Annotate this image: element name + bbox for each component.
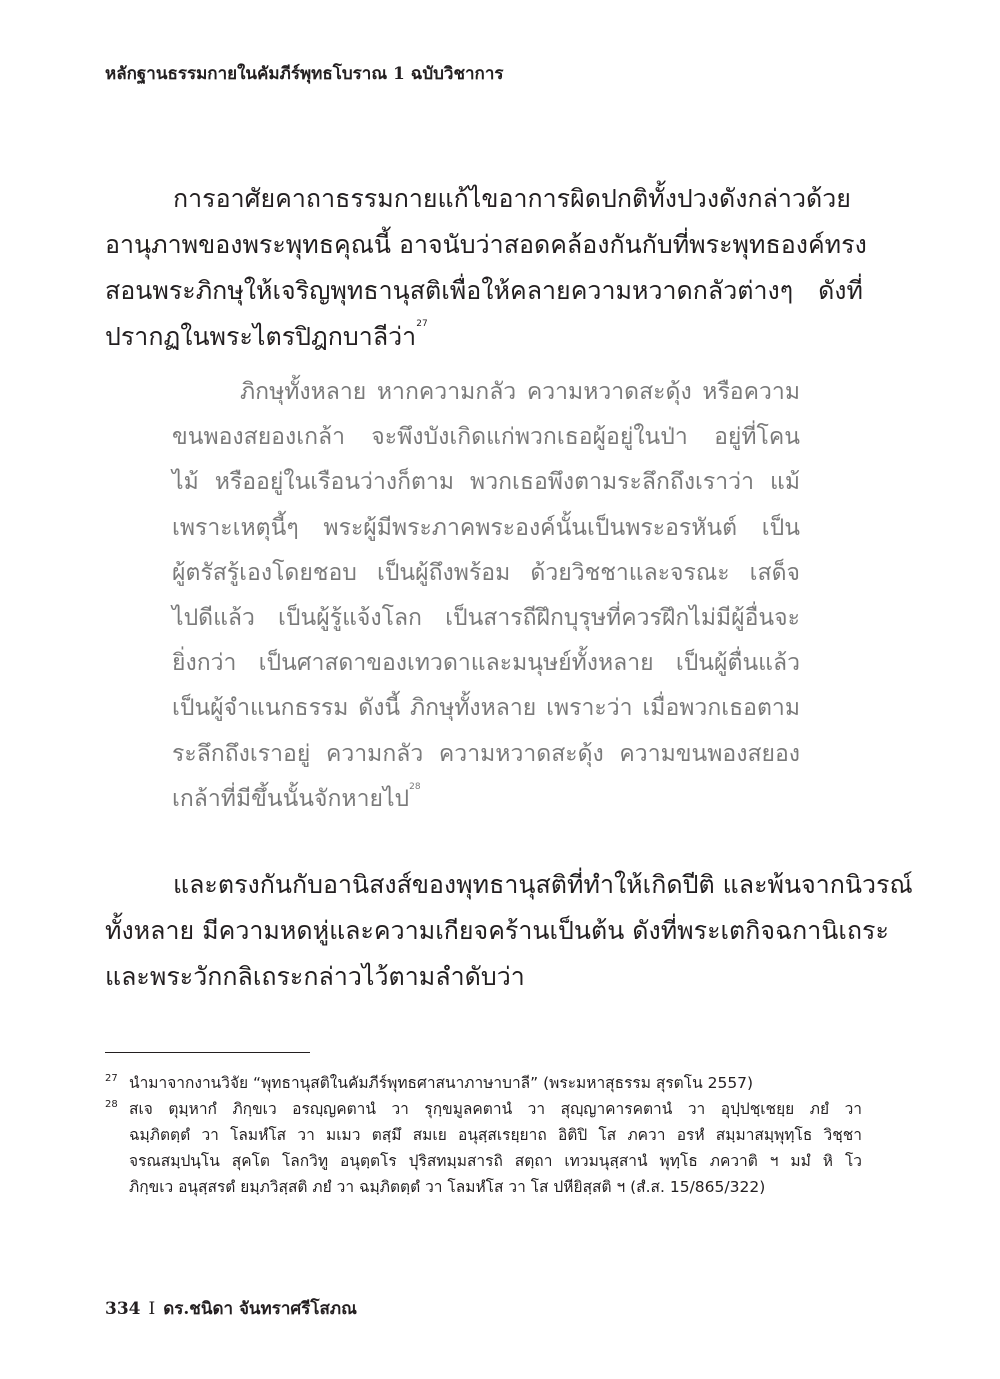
footnote-divider [105,1052,310,1053]
quote-line-3: ไม้ หรืออยู่ในเรือนว่างก็ตาม พวกเธอพึงตามระลึกถึงเราว่า แม้ [172,469,800,496]
footnote-27-line-1: นำมาจากงานวิจัย “พุทธานุสติในคัมภีร์พุทธศาสนาภาษาบาลี” (พระมหาสุธรรม สุรตโน 2557) [129,1074,754,1092]
running-header: หลักฐานธรรมกายในคัมภีร์พุทธโบราณ 1 ฉบับวิชาการ [105,64,504,84]
footnote-28-line-3: จรณสมฺปนฺโน สุคโต โลกวิทู อนุตฺตโร ปุริสทมฺมสารถิ สตฺถา เทวมนุสฺสานํ พุทฺโธ ภควาติ ฯ มมํ หิ โว [129,1152,862,1170]
quote-line-5: ผู้ตรัสรู้เองโดยชอบ เป็นผู้ถึงพร้อม ด้วยวิชชาและจรณะ เสด็จ [172,559,800,586]
footnote-ref-28[interactable]: 28 [409,781,421,792]
footnote-28-line-1: สเจ ตุมฺหากํ ภิกฺขเว อรญฺญคตานํ วา รุกฺขมูลคตานํ วา สุญฺญาคารคตานํ วา อุปฺปชฺเชยฺย ภยํ วา [129,1100,862,1118]
page-footer [105,1295,357,1322]
quote-line-10 [172,777,800,822]
author-name: ดร.ชนิดา จันทราศรีโสภณ [163,1299,357,1319]
footnote-28 [105,1096,862,1200]
footnote-number: 27 [105,1073,118,1084]
paragraph-1-line-4 [105,314,863,360]
quote-line-8: เป็นผู้จำแนกธรรม ดังนี้ ภิกษุทั้งหลาย เพราะว่า เมื่อพวกเธอตาม [172,695,800,722]
footnotes [105,1070,862,1200]
quote-line-10-text: เกล้าที่มีขึ้นนั้นจักหายไป [172,785,410,812]
paragraph-1-line-3: สอนพระภิกษุให้เจริญพุทธานุสติเพื่อให้คลายความหวาดกลัวต่างๆ ดังที่ [105,276,863,305]
paragraph-1 [105,176,867,360]
paragraph-2-line-2: ทั้งหลาย มีความหดหู่และความเกียจคร้านเป็นต้น ดังที่พระเตกิจฉกานิเถระ [105,916,889,945]
footer-separator: I [148,1299,156,1319]
footnote-27 [105,1070,862,1096]
page-number: 334 [105,1299,141,1319]
quote-line-1: ภิกษุทั้งหลาย หากความกลัว ความหวาดสะดุ้ง หรือความ [240,379,800,405]
paragraph-2-line-1: และตรงกันกับอานิสงส์ของพุทธานุสติที่ทำให้เกิดปีติ และพ้นจากนิวรณ์ [173,870,913,899]
quote-line-6: ไปดีแล้ว เป็นผู้รู้แจ้งโลก เป็นสารถีฝึกบุรุษที่ควรฝึกไม่มีผู้อื่นจะ [172,605,800,632]
footnote-number: 28 [105,1099,118,1110]
paragraph-1-line-2: อานุภาพของพระพุทธคุณนี้ อาจนับว่าสอดคล้องกันกับที่พระพุทธองค์ทรง [105,230,867,259]
footnote-ref-27[interactable]: 27 [416,319,428,329]
paragraph-2-line-3: และพระวักกลิเถระกล่าวไว้ตามลำดับว่า [105,962,525,991]
quote-line-2: ขนพองสยองเกล้า จะพึงบังเกิดแก่พวกเธอผู้อยู่ในป่า อยู่ที่โคน [172,424,800,451]
block-quote [172,370,800,822]
quote-line-4: เพราะเหตุนี้ๆ พระผู้มีพระภาคพระองค์นั้นเป็นพระอรหันต์ เป็น [172,514,800,541]
paragraph-1-line-4-text: ปรากฏในพระไตรปิฎกบาลีว่า [105,322,417,351]
paragraph-1-line-1: การอาศัยคาถาธรรมกายแก้ไขอาการผิดปกติทั้งปวงดังกล่าวด้วย [173,184,851,213]
quote-line-7: ยิ่งกว่า เป็นศาสดาของเทวดาและมนุษย์ทั้งหลาย เป็นผู้ตื่นแล้ว [172,650,800,677]
paragraph-2 [105,862,913,1000]
footnote-28-line-4: ภิกฺขเว อนุสฺสรตํ ยมฺภวิสฺสติ ภยํ วา ฉมฺภิตตฺตํ วา โลมหํโส วา โส ปหียิสฺสติ ฯ (สํ.ส. 15/865/322) [129,1178,766,1196]
footnote-28-line-2: ฉมฺภิตตฺตํ วา โลมหํโส วา มเมว ตสฺมึ สมเย อนุสฺสเรยฺยาถ อิติปิ โส ภควา อรหํ สมฺมาสมฺพุทฺโธ วิชฺชา [129,1126,862,1144]
quote-line-9: ระลึกถึงเราอยู่ ความกลัว ความหวาดสะดุ้ง ความขนพองสยอง [172,740,800,767]
